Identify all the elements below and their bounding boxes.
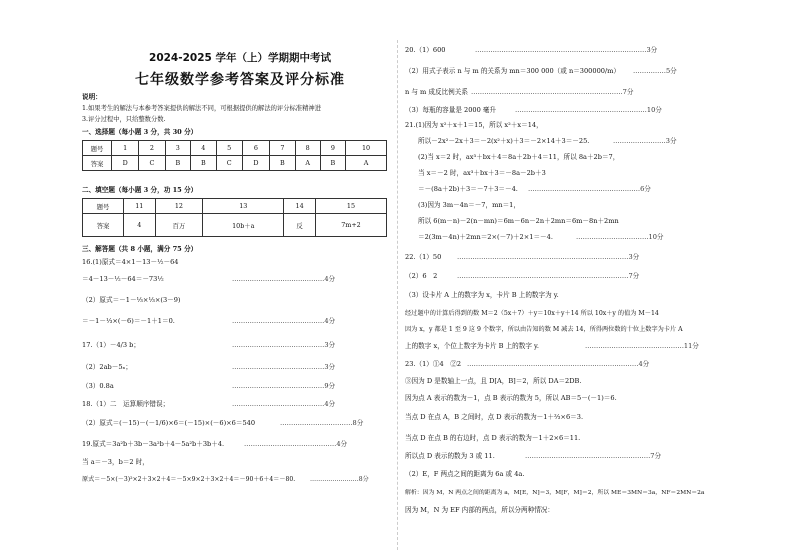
- line-text: 16.(1)原式＝4×1－13－½－64: [82, 258, 179, 266]
- line-score: ……………………………………4分: [244, 440, 348, 448]
- table-cell: 13: [203, 199, 284, 214]
- left-line: [82, 476, 369, 484]
- right-line: [418, 169, 546, 177]
- line-score: …………………………………………………7分: [525, 452, 662, 460]
- column-divider: [397, 40, 398, 550]
- answer-key-title: 七年级数学参考答案及评分标准: [135, 72, 345, 88]
- table-header-cell: 题号: [83, 141, 112, 156]
- line-text: 因为 x，y 都是 1 至 9 这 9 个数字，所以由告知的数 M 减去 14，所得两位数的十位上数字为卡片 A: [405, 326, 683, 333]
- line-text: （2）E，F 两点之间的距离为 6a 或 4a.: [405, 470, 525, 478]
- table-row: [83, 214, 387, 237]
- line-text: ＝－1－⅓×(－6)＝－1＋1＝0.: [82, 317, 175, 325]
- left-line: [82, 296, 181, 304]
- line-text: 原式＝－5×(－3)²×2＋3×2＋4＝－5×9×2＋3×2＋4＝－90＋6＋4＝－80.: [82, 476, 296, 483]
- line-score: ……………………………8分: [280, 419, 364, 427]
- right-line: [405, 394, 617, 402]
- left-line: [82, 341, 336, 349]
- table-cell: B: [270, 156, 295, 171]
- right-line: [418, 153, 619, 161]
- line-text: 23.（1）①4 ②2: [405, 360, 462, 368]
- table-cell: 15: [315, 199, 386, 214]
- table-cell: 14: [284, 199, 316, 214]
- line-text: （3）每瓶的容量是 2000 毫升: [405, 106, 497, 114]
- line-score: ………………………………………11分: [585, 342, 699, 350]
- line-score: ……………………………………………………10分: [515, 106, 662, 114]
- line-text: 所以 6(m－n)－2(n－mn)＝6m－6n－2n＋2mn＝6m－8n＋2mn: [418, 217, 619, 225]
- line-score: ……………………………………………………………7分: [471, 88, 634, 96]
- table-cell: 9: [320, 141, 345, 156]
- line-text: （2）原式＝(－15)－(－1/6)×6＝(－15)×(－6)×6＝540: [82, 419, 256, 427]
- line-text: (3)因为 3m－4n＝－7，mn＝1，: [418, 201, 520, 209]
- table-row: [83, 141, 387, 156]
- line-score: ……………………………………………………………………3分: [475, 46, 658, 54]
- line-text: （2）6 2: [405, 272, 438, 280]
- line-text: 21.(1)因为 x²＋x＋1＝15，所以 x²＋x＝14，: [405, 121, 543, 129]
- choice-answer-table: [82, 140, 387, 171]
- line-text: （2）原式＝－1－⅓×⅓×(3－9): [82, 296, 181, 304]
- right-line: [405, 470, 524, 478]
- line-text: （3）0.8a: [82, 382, 114, 390]
- section-fill-heading: 二、填空题（每小题 3 分，功 15 分）: [82, 186, 198, 194]
- table-cell: B: [191, 156, 216, 171]
- section-choice-heading: 一、选择题（每小题 3 分，共 30 分）: [82, 128, 198, 136]
- left-line: [82, 440, 348, 448]
- right-line: [418, 233, 664, 241]
- right-line: [405, 377, 581, 385]
- line-score: ……………………………………………6分: [528, 185, 651, 193]
- right-line: [405, 360, 650, 368]
- right-line: [405, 106, 662, 114]
- right-line: [405, 506, 554, 514]
- line-score: ……………………………………………………………………3分: [457, 253, 640, 261]
- left-line: [82, 275, 336, 283]
- table-cell: A: [346, 156, 387, 171]
- right-line: [405, 88, 634, 96]
- line-score: ……………………………………4分: [232, 275, 336, 283]
- notes-line-1: 1.如果考生的解法与本参考答案提供的解法不同，可根据提供的解法的评分标准精神进: [82, 105, 321, 112]
- line-text: （2）2ab－5ₓ；: [82, 363, 132, 371]
- line-text: ＝4－13－½－64＝－73½: [82, 275, 164, 283]
- line-score: ……………………………………………………………………7分: [457, 272, 640, 280]
- table-cell: 2: [139, 141, 165, 156]
- line-text: 因为 M，N 为 EF 内部的两点，所以分两种情况：: [405, 506, 554, 514]
- right-line: [405, 291, 559, 299]
- table-cell: 6: [242, 141, 269, 156]
- table-cell: 10: [346, 141, 387, 156]
- line-text: 当点 D 在点 A，B 之间时，点 D 表示的数为－1＋⅔×6＝3.: [405, 413, 584, 421]
- table-cell: 4: [191, 141, 216, 156]
- exam-title: 2024-2025 学年（上）学期期中考试: [149, 52, 331, 64]
- table-header-cell: 题号: [83, 199, 124, 214]
- table-cell: B: [320, 156, 345, 171]
- line-score: ……………………………10分: [576, 233, 664, 241]
- line-text: 因为点 A 表示的数为－1，点 B 表示的数为 5，所以 AB＝5－(－1)＝6.: [405, 394, 617, 402]
- table-cell: 7m+2: [315, 214, 386, 237]
- line-text: （2）用式子表示 n 与 m 的关系为 mn＝300 000（或 n＝300000/m）: [405, 67, 621, 75]
- line-text: 19.原式＝3a²b＋3b－3a²b＋4－5a²b＋3b＋4.: [82, 440, 225, 448]
- right-line: [405, 413, 583, 421]
- line-score: ……………………8分: [310, 476, 369, 483]
- fill-answer-table: [82, 198, 387, 237]
- right-line: [405, 434, 580, 442]
- line-text: 上的数字 x，个位上数字为卡片 B 上的数字 y.: [405, 342, 539, 350]
- line-text: （3）设卡片 A 上的数字为 x，卡片 B 上的数字为 y.: [405, 291, 559, 299]
- left-line: [82, 363, 336, 371]
- line-text: (2)当 x＝2 时，ax³＋bx＋4＝8a＋2b＋4＝11，所以 8a＋2b＝7，: [418, 153, 620, 161]
- section-solution-heading: 三、解答题（共 8 小题，满分 75 分）: [82, 245, 198, 253]
- left-line: [82, 419, 364, 427]
- right-line: [405, 121, 543, 129]
- line-text: 所以点 D 表示的数为 3 或 11.: [405, 452, 495, 460]
- table-cell: 反: [284, 214, 316, 237]
- table-header-cell: 答案: [83, 214, 124, 237]
- table-cell: C: [139, 156, 165, 171]
- left-line: [82, 382, 336, 390]
- right-line: [405, 46, 658, 54]
- right-line: [405, 342, 699, 350]
- line-text: 解析：因为 M，N 两点之间的距离为 a，M[E，N]＝3，M[F，M]＝2，所以 ME＝3MN＝3a，NF＝2MN＝2a: [405, 490, 705, 496]
- notes-heading: 说明：: [82, 93, 102, 101]
- table-cell: 5: [216, 141, 242, 156]
- line-text: ＝－(8a＋2b)＋3＝－7＋3＝－4.: [418, 185, 518, 193]
- line-score: ……………………………………3分: [232, 363, 336, 371]
- table-cell: 8: [295, 141, 320, 156]
- line-text: 经过题中的计算后得到的数 M＝2（5x＋7）＋y＝10x＋y＋14 所以 10x＋y 的值为 M－14: [405, 310, 659, 317]
- line-text: ＝2(3m－4n)＋2mn＝2×(－7)＋2×1＝－4.: [418, 233, 553, 241]
- line-text: n 与 m 成反比例关系: [405, 88, 468, 96]
- table-cell: 11: [124, 199, 156, 214]
- table-row: [83, 199, 387, 214]
- table-cell: 12: [155, 199, 203, 214]
- line-score: ……………………………………3分: [232, 341, 336, 349]
- line-text: 18.（1）二 运算顺序错误；: [82, 400, 170, 408]
- notes-line-2: 3.评分过程中，只给整数分数.: [82, 116, 166, 123]
- table-cell: D: [112, 156, 139, 171]
- right-line: [405, 272, 640, 280]
- table-cell: B: [165, 156, 190, 171]
- left-line: [82, 317, 336, 325]
- right-line: [418, 201, 520, 209]
- line-text: 当点 D 在点 B 的右边时，点 D 表示的数为－1＋2×6＝11.: [405, 434, 581, 442]
- left-line: [82, 400, 336, 408]
- right-line: [405, 326, 683, 334]
- table-cell: A: [295, 156, 320, 171]
- right-line: [418, 185, 651, 193]
- table-cell: 4: [124, 214, 156, 237]
- table-header-cell: 答案: [83, 156, 112, 171]
- line-text: 当 a＝－3，b＝2 时，: [82, 458, 149, 466]
- table-cell: 百万: [155, 214, 203, 237]
- table-cell: C: [216, 156, 242, 171]
- line-text: 22.（1）50: [405, 253, 442, 261]
- line-score: ……………………3分: [613, 137, 677, 145]
- table-cell: 1: [112, 141, 139, 156]
- line-text: 17.（1）－4/3 b；: [82, 341, 140, 349]
- right-line: [405, 253, 640, 261]
- table-cell: 10b＋a: [203, 214, 284, 237]
- right-line: [418, 137, 677, 145]
- right-line: [405, 67, 677, 75]
- table-cell: 7: [270, 141, 295, 156]
- table-cell: D: [242, 156, 269, 171]
- line-text: 当 x＝－2 时，ax³＋bx＋3＝－8a－2b＋3: [418, 169, 546, 177]
- right-line: [418, 217, 619, 225]
- line-text: 所以－2x²－2x＋3＝－2(x²＋x)＋3＝－2×14＋3＝－25.: [418, 137, 590, 145]
- line-score: ……………………………………………………………………4分: [467, 360, 650, 368]
- right-line: [405, 310, 659, 318]
- line-score: ……………5分: [633, 67, 677, 75]
- left-line: [82, 258, 178, 266]
- line-text: ③因为 D 是数轴上一点，且 D[A，B]＝2，所以 DA＝2DB.: [405, 377, 582, 385]
- line-text: 20.（1）600: [405, 46, 446, 54]
- right-line: [405, 489, 704, 497]
- line-score: ……………………………………4分: [232, 317, 336, 325]
- table-row: [83, 156, 387, 171]
- right-line: [405, 452, 662, 460]
- line-score: ……………………………………9分: [232, 382, 336, 390]
- table-cell: 3: [165, 141, 190, 156]
- line-score: ……………………………………4分: [232, 400, 336, 408]
- left-line: [82, 458, 149, 466]
